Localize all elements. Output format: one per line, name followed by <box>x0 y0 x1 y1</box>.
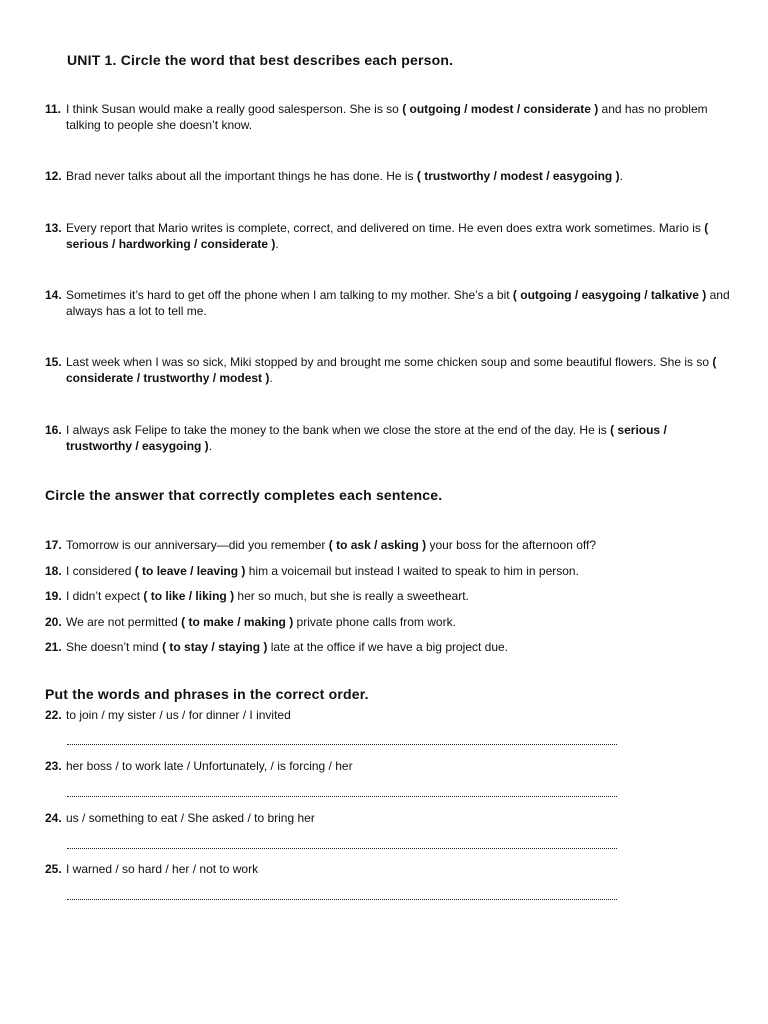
question-number: 16. <box>45 423 62 437</box>
question-text-segment: and has no problem talking to people she doesn’t know. <box>66 102 708 132</box>
question-number: 19. <box>45 589 62 603</box>
question-number: 20. <box>45 615 62 629</box>
question-text <box>66 101 735 133</box>
question-number: 17. <box>45 538 62 552</box>
answer-line-25[interactable] <box>67 899 617 900</box>
answer-options[interactable]: ( trustworthy / modest / easygoing ) <box>416 169 620 183</box>
question-14 <box>45 287 735 319</box>
question-17 <box>45 537 735 553</box>
question-number: 12. <box>45 169 62 183</box>
question-text-segment: . <box>275 237 279 251</box>
answer-line-23[interactable] <box>67 796 617 797</box>
question-23 <box>45 758 735 774</box>
question-number: 15. <box>45 355 62 369</box>
question-number: 14. <box>45 288 62 302</box>
question-text-segment: late at the office if we have a big project due. <box>267 640 509 654</box>
answer-options[interactable]: ( to leave / leaving ) <box>134 564 246 578</box>
question-text <box>66 537 735 553</box>
question-24 <box>45 810 735 826</box>
answer-options[interactable]: ( to make / making ) <box>181 615 294 629</box>
question-text <box>66 861 735 877</box>
question-text-segment: She doesn’t mind <box>66 640 163 654</box>
question-text-segment: . <box>208 439 213 453</box>
unit-heading: UNIT 1. Circle the word that best describes each person. <box>67 52 454 68</box>
answer-options[interactable]: ( outgoing / easygoing / talkative ) <box>512 288 707 302</box>
question-21 <box>45 639 735 655</box>
question-19 <box>45 588 735 604</box>
question-number: 25. <box>45 862 62 876</box>
question-22 <box>45 707 735 723</box>
question-text-segment: Sometimes it’s hard to get off the phone when I am talking to my mother. She’s a bit <box>66 288 513 302</box>
question-number: 24. <box>45 811 62 825</box>
question-text-segment: private phone calls from work. <box>293 615 456 629</box>
question-text-segment: to join / my sister / us / for dinner / I invited <box>66 708 291 722</box>
answer-line-22[interactable] <box>67 744 617 745</box>
question-text-segment: I always ask Felipe to take the money to the bank when we close the store at the end of the day. He is <box>66 423 611 437</box>
question-text-segment: I didn’t expect <box>66 589 144 603</box>
question-text-segment: I considered <box>66 564 135 578</box>
question-text-segment: We are not permitted <box>66 615 182 629</box>
answer-options[interactable]: ( to like / liking ) <box>143 589 235 603</box>
question-text-segment: . <box>619 169 623 183</box>
question-number: 23. <box>45 759 62 773</box>
question-25 <box>45 861 735 877</box>
question-text-segment: Every report that Mario writes is complete, correct, and delivered on time. He even does extra work sometimes. Mario is <box>66 221 705 235</box>
question-number: 13. <box>45 221 62 235</box>
answer-options[interactable]: ( considerate / trustworthy / modest ) <box>66 355 717 385</box>
question-13 <box>45 220 735 252</box>
question-text <box>66 220 735 252</box>
question-text <box>66 707 735 723</box>
question-text <box>66 563 735 579</box>
question-text-segment: her so much, but she is really a sweetheart. <box>234 589 469 603</box>
question-11 <box>45 101 735 133</box>
question-text <box>66 758 735 774</box>
question-text-segment: your boss for the afternoon off? <box>426 538 597 552</box>
question-text <box>66 639 735 655</box>
question-text-segment: her boss / to work late / Unfortunately, / is forcing / her <box>66 759 353 773</box>
question-text-segment: I warned / so hard / her / not to work <box>66 862 259 876</box>
answer-options[interactable]: ( serious / trustworthy / easygoing ) <box>66 423 667 453</box>
question-text <box>66 588 735 604</box>
answer-options[interactable]: ( serious / hardworking / considerate ) <box>66 221 709 251</box>
question-text <box>66 810 735 826</box>
question-text-segment: Brad never talks about all the important things he has done. He is <box>66 169 417 183</box>
question-text <box>66 422 735 454</box>
question-number: 18. <box>45 564 62 578</box>
question-text-segment: Tomorrow is our anniversary—did you remember <box>66 538 329 552</box>
question-15 <box>45 354 735 386</box>
question-text-segment: him a voicemail but instead I waited to speak to him in person. <box>245 564 579 578</box>
question-text <box>66 168 735 184</box>
question-text-segment: and always has a lot to tell me. <box>66 288 730 318</box>
answer-line-24[interactable] <box>67 848 617 849</box>
question-number: 21. <box>45 640 62 654</box>
section-heading-complete: Circle the answer that correctly completes each sentence. <box>45 487 443 503</box>
question-text <box>66 287 735 319</box>
question-text-segment: Last week when I was so sick, Miki stopped by and brought me some chicken soup and some beautiful flowers. She is so <box>66 355 713 369</box>
question-text <box>66 354 735 386</box>
answer-options[interactable]: ( outgoing / modest / considerate ) <box>402 102 599 116</box>
answer-options[interactable]: ( to stay / staying ) <box>162 640 268 654</box>
question-text-segment: . <box>269 371 273 385</box>
question-16 <box>45 422 735 454</box>
question-text-segment: I think Susan would make a really good salesperson. She is so <box>66 102 403 116</box>
question-number: 11. <box>45 102 62 116</box>
question-18 <box>45 563 735 579</box>
answer-options[interactable]: ( to ask / asking ) <box>328 538 427 552</box>
question-12 <box>45 168 735 184</box>
question-number: 22. <box>45 708 62 722</box>
question-text <box>66 614 735 630</box>
question-text-segment: us / something to eat / She asked / to bring her <box>66 811 315 825</box>
section-heading-order: Put the words and phrases in the correct order. <box>45 686 369 702</box>
question-20 <box>45 614 735 630</box>
